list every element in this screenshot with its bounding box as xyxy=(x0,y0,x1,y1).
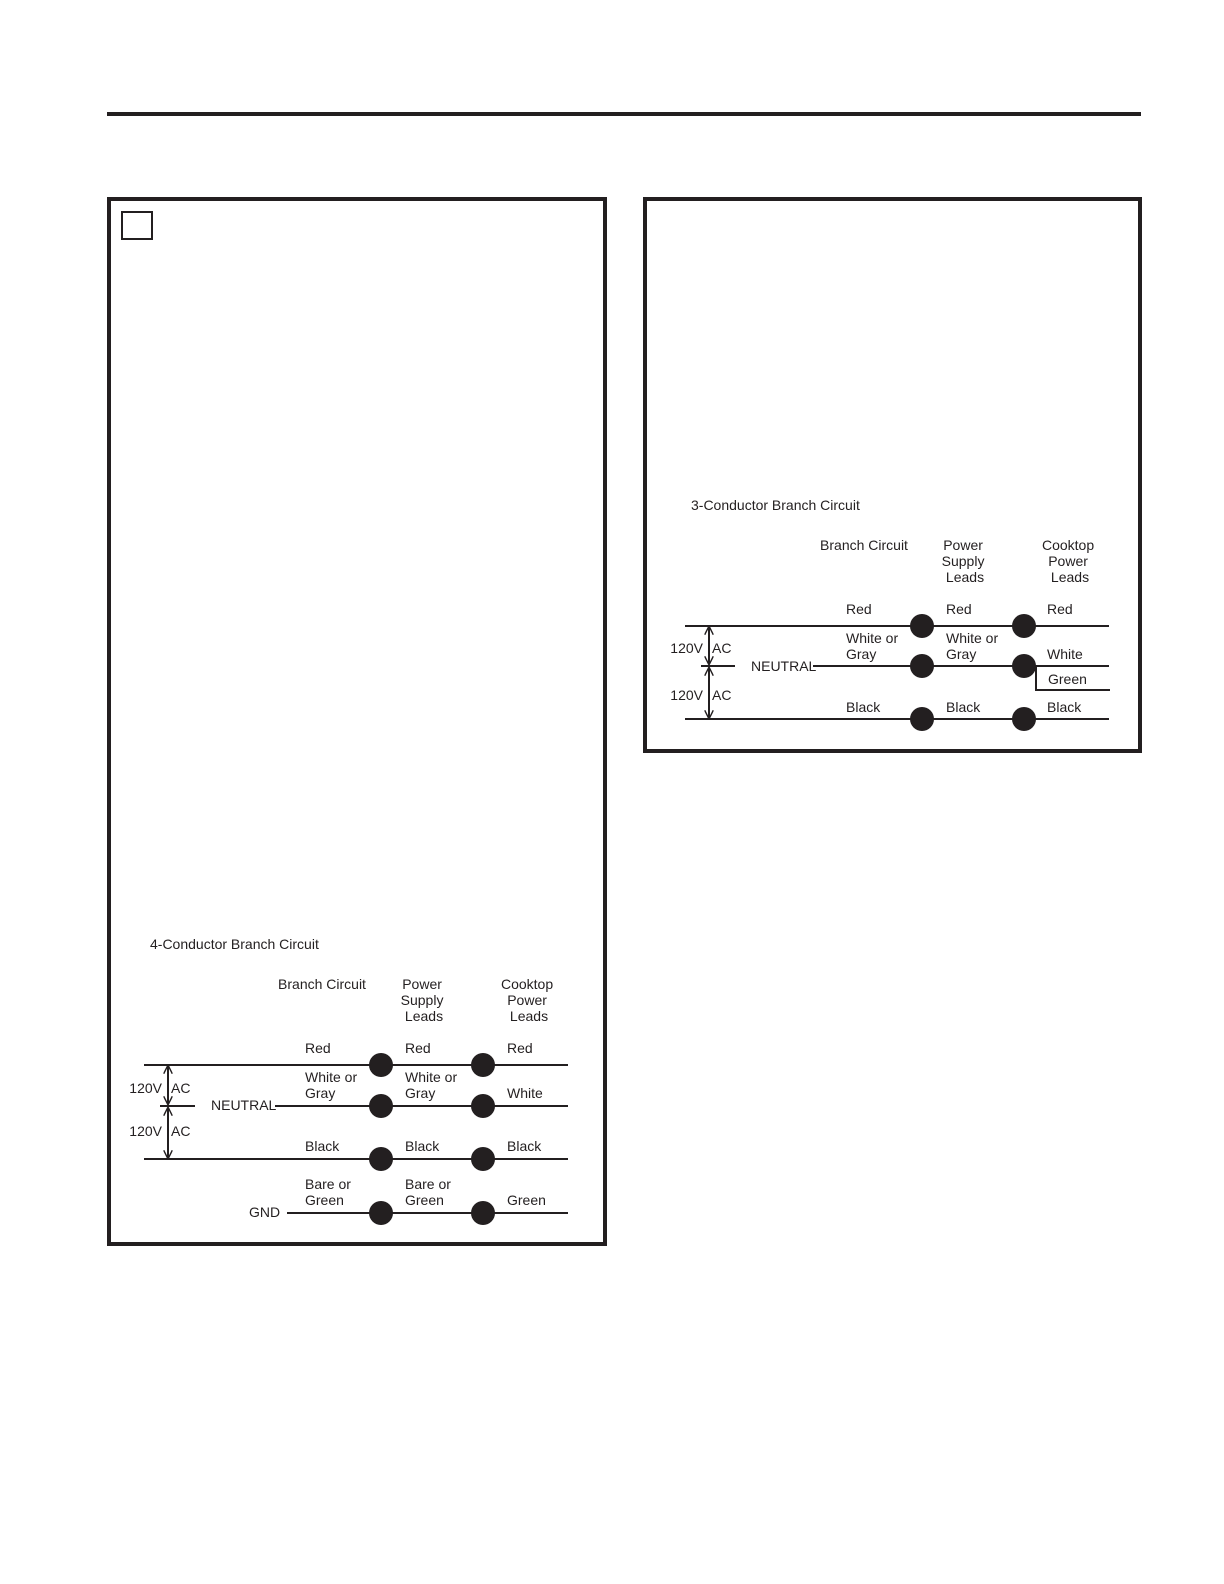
connector-dot xyxy=(369,1094,393,1118)
header-branch-circuit: Branch Circuit xyxy=(278,976,366,992)
four-conductor-diagram xyxy=(129,936,568,1225)
supply-red-label: Red xyxy=(405,1040,431,1056)
connector-dot xyxy=(471,1201,495,1225)
connector-dot xyxy=(471,1053,495,1077)
supply-red-label: Red xyxy=(946,601,972,617)
branch-black-label: Black xyxy=(305,1138,340,1154)
connector-dot xyxy=(471,1094,495,1118)
connector-dot xyxy=(910,614,934,638)
header-power-supply-leads: Power Supply Leads xyxy=(941,537,985,585)
branch-ground-label: Bare or Green xyxy=(305,1176,351,1208)
cooktop-white-label: White xyxy=(507,1085,543,1101)
voltage-label-top: 120V xyxy=(129,1080,162,1096)
connector-dot xyxy=(369,1147,393,1171)
header-power-supply-leads: Power Supply Leads xyxy=(400,976,444,1024)
supply-black-label: Black xyxy=(405,1138,440,1154)
ac-label-top: AC xyxy=(712,640,732,656)
branch-white-label: White or Gray xyxy=(305,1069,358,1101)
branch-red-label: Red xyxy=(305,1040,331,1056)
voltage-label-top: 120V xyxy=(670,640,703,656)
supply-black-label: Black xyxy=(946,699,981,715)
cooktop-black-label: Black xyxy=(1047,699,1082,715)
three-conductor-diagram xyxy=(670,497,1110,731)
green-jumper-label: Green xyxy=(1048,671,1087,687)
diagram-title: 3-Conductor Branch Circuit xyxy=(691,497,860,513)
ac-label-bottom: AC xyxy=(712,687,732,703)
cooktop-white-label: White xyxy=(1047,646,1083,662)
voltage-label-bottom: 120V xyxy=(129,1123,162,1139)
supply-white-label: White or Gray xyxy=(946,630,999,662)
connector-dot xyxy=(1012,707,1036,731)
branch-black-label: Black xyxy=(846,699,881,715)
cooktop-ground-label: Green xyxy=(507,1192,546,1208)
supply-ground-label: Bare or Green xyxy=(405,1176,451,1208)
connector-dot xyxy=(369,1053,393,1077)
neutral-label: NEUTRAL xyxy=(751,658,817,674)
gnd-label: GND xyxy=(249,1204,281,1220)
connector-dot xyxy=(1012,654,1036,678)
voltage-label-bottom: 120V xyxy=(670,687,703,703)
branch-white-label: White or Gray xyxy=(846,630,899,662)
cooktop-red-label: Red xyxy=(507,1040,533,1056)
header-cooktop-power-leads: Cooktop Power Leads xyxy=(1041,537,1095,585)
connector-dot xyxy=(910,654,934,678)
ac-label-bottom: AC xyxy=(171,1123,191,1139)
neutral-label: NEUTRAL xyxy=(211,1097,277,1113)
connector-dot xyxy=(1012,614,1036,638)
header-branch-circuit: Branch Circuit xyxy=(820,537,908,553)
supply-white-label: White or Gray xyxy=(405,1069,458,1101)
branch-red-label: Red xyxy=(846,601,872,617)
header-cooktop-power-leads: Cooktop Power Leads xyxy=(500,976,554,1024)
diagram-title: 4-Conductor Branch Circuit xyxy=(150,936,319,952)
cooktop-black-label: Black xyxy=(507,1138,542,1154)
cooktop-red-label: Red xyxy=(1047,601,1073,617)
ac-label-top: AC xyxy=(171,1080,191,1096)
connector-dot xyxy=(471,1147,495,1171)
connector-dot xyxy=(369,1201,393,1225)
connector-dot xyxy=(910,707,934,731)
